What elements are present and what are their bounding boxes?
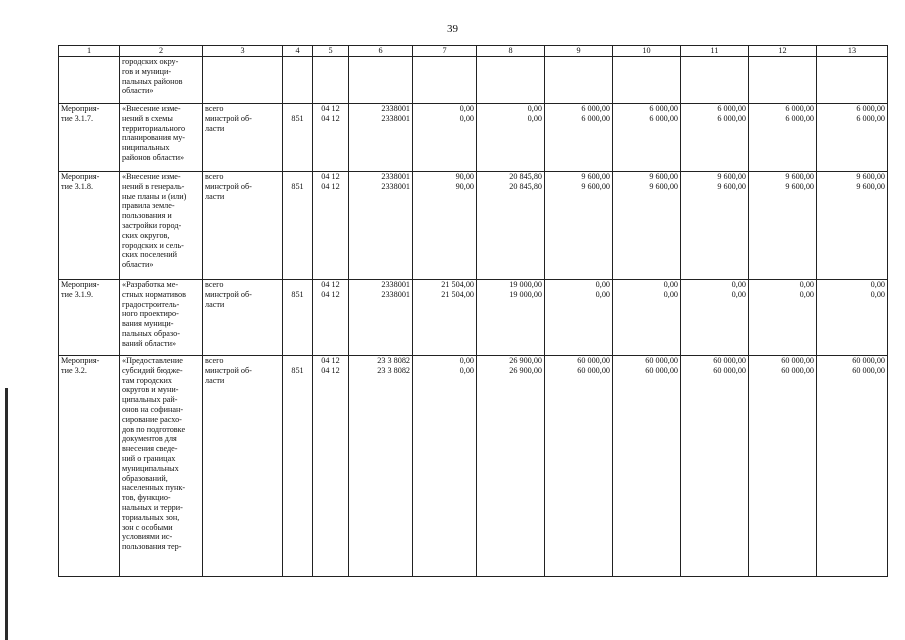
grbs-value (285, 104, 310, 114)
description-line: стных нормативов (122, 289, 186, 299)
amount: 60 000,00 (577, 356, 610, 365)
grbs-cell (283, 104, 313, 172)
csr-cell (349, 172, 413, 280)
rzpr-value: 04 12 (321, 365, 340, 375)
amount: 0,00 (663, 289, 678, 299)
column-header: 8 (477, 46, 545, 57)
rzpr-value: 04 12 (321, 280, 340, 289)
value-cell (613, 280, 681, 356)
executor-line: всего (205, 172, 224, 181)
rzpr-value: 04 12 (321, 104, 340, 113)
grbs-value (285, 172, 310, 182)
amount: 26 900,00 (509, 356, 542, 365)
value-cell (545, 356, 613, 577)
amount: 0,00 (595, 280, 610, 289)
value-cell (413, 57, 477, 104)
description-line: субсидий бюдже- (122, 365, 183, 375)
rzpr-value: 04 12 (321, 356, 340, 365)
value-cell (477, 280, 545, 356)
amount: 20 845,80 (509, 181, 542, 191)
value-cell (749, 356, 817, 577)
description-line: нальных и терри- (122, 502, 183, 512)
value-cell (477, 57, 545, 104)
value-cell (477, 356, 545, 577)
grbs-value (285, 356, 310, 366)
value-cell (817, 57, 888, 104)
description-line: образований, (122, 473, 168, 483)
value-cell (681, 356, 749, 577)
description-line: дов по подготовке (122, 424, 186, 434)
amount: 6 000,00 (785, 104, 814, 113)
csr-value: 2338001 (381, 172, 410, 181)
description-line: тов, функцио- (122, 493, 171, 503)
description-line: ного проектиро- (122, 309, 179, 319)
amount: 60 000,00 (713, 365, 746, 375)
rzpr-value: 04 12 (321, 113, 340, 123)
amount: 9 600,00 (581, 172, 610, 181)
amount: 6 000,00 (649, 104, 678, 113)
value-cell (413, 172, 477, 280)
value-cell (681, 172, 749, 280)
grbs-value: 851 (291, 182, 304, 191)
executor-line: всего (205, 356, 224, 365)
value-cell (413, 104, 477, 172)
value-cell (545, 172, 613, 280)
executor-line: минстрой об- (205, 289, 252, 299)
value-cell (477, 104, 545, 172)
executor-line: ласти (205, 191, 225, 201)
grbs-cell (283, 172, 313, 280)
description-line: внесения сведе- (122, 444, 178, 454)
description-line: муниципальных (122, 463, 179, 473)
amount: 6 000,00 (856, 113, 885, 123)
amount: 20 845,80 (509, 172, 542, 181)
table-row (59, 280, 888, 356)
value-cell (413, 356, 477, 577)
description-line: территориального (122, 123, 186, 133)
value-cell (613, 356, 681, 577)
amount: 9 600,00 (856, 172, 885, 181)
value-cell (749, 280, 817, 356)
value-cell (681, 104, 749, 172)
scan-margin-line (5, 388, 8, 640)
budget-table (58, 45, 888, 577)
description-line: «Разработка ме- (122, 280, 179, 289)
description-line: пальных районов (122, 76, 183, 86)
description-line: документов для (122, 434, 177, 444)
column-header: 4 (283, 46, 313, 57)
value-cell (613, 104, 681, 172)
amount: 9 600,00 (649, 181, 678, 191)
executor-line: ласти (205, 123, 225, 133)
amount: 60 000,00 (645, 356, 678, 365)
rzpr-cell (313, 172, 349, 280)
amount: 6 000,00 (581, 113, 610, 123)
description-line: ваний области» (122, 338, 177, 348)
executor-line: всего (205, 104, 224, 113)
column-header: 10 (613, 46, 681, 57)
amount: 21 504,00 (441, 280, 474, 289)
csr-value: 2338001 (381, 280, 410, 289)
description-line: ные планы и (или) (122, 191, 187, 201)
csr-value: 2338001 (381, 113, 410, 123)
rzpr-value: 04 12 (321, 172, 340, 181)
code-line: тие 3.1.8. (61, 181, 94, 191)
grbs-value (285, 280, 310, 290)
value-cell (545, 57, 613, 104)
column-header: 7 (413, 46, 477, 57)
description-cell (120, 280, 203, 356)
code-cell (59, 356, 120, 577)
csr-value: 2338001 (381, 289, 410, 299)
executor-line: ласти (205, 299, 225, 309)
column-header: 2 (120, 46, 203, 57)
code-cell (59, 57, 120, 104)
amount: 6 000,00 (649, 113, 678, 123)
rzpr-cell (313, 57, 349, 104)
value-cell (477, 172, 545, 280)
description-line: «Внесение изме- (122, 104, 181, 113)
description-line: там городских (122, 375, 172, 385)
grbs-cell (283, 280, 313, 356)
amount: 6 000,00 (717, 113, 746, 123)
value-cell (817, 104, 888, 172)
table-row (59, 104, 888, 172)
table-row (59, 356, 888, 577)
grbs-value: 851 (291, 290, 304, 299)
value-cell (817, 172, 888, 280)
amount: 6 000,00 (717, 104, 746, 113)
rzpr-cell (313, 104, 349, 172)
amount: 19 000,00 (509, 280, 542, 289)
amount: 0,00 (663, 280, 678, 289)
rzpr-value: 04 12 (321, 181, 340, 191)
description-line: зон с особыми (122, 522, 173, 532)
code-cell (59, 280, 120, 356)
amount: 9 600,00 (717, 172, 746, 181)
description-line: гов и муници- (122, 66, 172, 76)
description-line: ториальных зон, (122, 512, 180, 522)
description-line: пальных образо- (122, 328, 180, 338)
value-cell (749, 57, 817, 104)
amount: 9 600,00 (785, 172, 814, 181)
value-cell (681, 57, 749, 104)
csr-value: 23 3 8082 (377, 356, 410, 365)
description-line: пользования тер- (122, 542, 182, 552)
grbs-value: 851 (291, 366, 304, 375)
code-line: тие 3.2. (61, 365, 87, 375)
executor-line: минстрой об- (205, 181, 252, 191)
code-line: тие 3.1.9. (61, 289, 94, 299)
description-line: городских окру- (122, 57, 179, 66)
column-header: 13 (817, 46, 888, 57)
executor-cell (203, 104, 283, 172)
csr-cell (349, 280, 413, 356)
amount: 6 000,00 (785, 113, 814, 123)
description-line: застройки город- (122, 220, 182, 230)
code-cell (59, 104, 120, 172)
executor-line: минстрой об- (205, 113, 252, 123)
amount: 19 000,00 (509, 289, 542, 299)
description-line: ских округов, (122, 230, 170, 240)
description-line: округов и муни- (122, 385, 179, 395)
amount: 0,00 (870, 289, 885, 299)
amount: 9 600,00 (856, 181, 885, 191)
executor-cell (203, 57, 283, 104)
rzpr-cell (313, 356, 349, 577)
amount: 6 000,00 (856, 104, 885, 113)
rzpr-cell (313, 280, 349, 356)
description-line: онов на софинан- (122, 404, 184, 414)
amount: 60 000,00 (645, 365, 678, 375)
value-cell (749, 172, 817, 280)
grbs-cell (283, 57, 313, 104)
value-cell (817, 356, 888, 577)
executor-cell (203, 172, 283, 280)
amount: 0,00 (595, 289, 610, 299)
description-line: районов области» (122, 152, 185, 162)
amount: 9 600,00 (649, 172, 678, 181)
csr-cell (349, 104, 413, 172)
description-line: нений в генераль- (122, 181, 185, 191)
description-line: ских поселений (122, 250, 178, 260)
description-line: пользования и (122, 211, 172, 221)
description-line: области» (122, 86, 154, 96)
amount: 6 000,00 (581, 104, 610, 113)
description-line: ниципальных (122, 143, 170, 153)
amount: 0,00 (731, 280, 746, 289)
value-cell (749, 104, 817, 172)
page-number: 39 (447, 23, 458, 35)
executor-line: минстрой об- (205, 365, 252, 375)
description-line: вания муници- (122, 319, 174, 329)
code-line: Мероприя- (61, 280, 100, 289)
amount: 0,00 (459, 356, 474, 365)
value-cell (817, 280, 888, 356)
csr-value: 23 3 8082 (377, 365, 410, 375)
column-header: 6 (349, 46, 413, 57)
amount: 0,00 (459, 365, 474, 375)
csr-value: 2338001 (381, 104, 410, 113)
amount: 21 504,00 (441, 289, 474, 299)
column-header: 5 (313, 46, 349, 57)
description-line: ципальных рай- (122, 395, 178, 405)
column-header: 1 (59, 46, 120, 57)
executor-cell (203, 280, 283, 356)
amount: 60 000,00 (713, 356, 746, 365)
description-line: населенных пунк- (122, 483, 186, 493)
amount: 90,00 (455, 172, 474, 181)
amount: 0,00 (527, 104, 542, 113)
column-header: 9 (545, 46, 613, 57)
description-line: планирования му- (122, 133, 186, 143)
amount: 90,00 (455, 181, 474, 191)
code-line: Мероприя- (61, 172, 100, 181)
amount: 0,00 (799, 280, 814, 289)
amount: 9 600,00 (785, 181, 814, 191)
continued-row (59, 57, 888, 104)
description-line: городских и сель- (122, 240, 184, 250)
amount: 0,00 (731, 289, 746, 299)
amount: 9 600,00 (717, 181, 746, 191)
amount: 0,00 (870, 280, 885, 289)
description-cell (120, 57, 203, 104)
description-cell (120, 356, 203, 577)
csr-cell (349, 57, 413, 104)
description-line: градостроитель- (122, 299, 180, 309)
rzpr-value: 04 12 (321, 289, 340, 299)
value-cell (545, 280, 613, 356)
column-header: 12 (749, 46, 817, 57)
executor-line: всего (205, 280, 224, 289)
amount: 0,00 (527, 113, 542, 123)
amount: 26 900,00 (509, 365, 542, 375)
column-header: 3 (203, 46, 283, 57)
value-cell (681, 280, 749, 356)
value-cell (413, 280, 477, 356)
amount: 9 600,00 (581, 181, 610, 191)
executor-line: ласти (205, 375, 225, 385)
code-line: тие 3.1.7. (61, 113, 94, 123)
description-line: «Внесение изме- (122, 172, 181, 181)
amount: 60 000,00 (577, 365, 610, 375)
executor-cell (203, 356, 283, 577)
column-header: 11 (681, 46, 749, 57)
description-line: ний о границах (122, 453, 176, 463)
amount: 60 000,00 (781, 365, 814, 375)
description-line: условиями ис- (122, 532, 173, 542)
grbs-value: 851 (291, 114, 304, 123)
description-line: «Предоставление (122, 356, 183, 365)
description-line: правила земле- (122, 201, 175, 211)
amount: 60 000,00 (852, 365, 885, 375)
description-line: области» (122, 260, 154, 270)
code-cell (59, 172, 120, 280)
value-cell (613, 172, 681, 280)
csr-value: 2338001 (381, 181, 410, 191)
grbs-cell (283, 356, 313, 577)
amount: 60 000,00 (781, 356, 814, 365)
amount: 0,00 (799, 289, 814, 299)
csr-cell (349, 356, 413, 577)
value-cell (613, 57, 681, 104)
description-line: нений в схемы (122, 113, 173, 123)
column-number-row (59, 46, 888, 57)
code-line: Мероприя- (61, 356, 100, 365)
description-cell (120, 172, 203, 280)
value-cell (545, 104, 613, 172)
amount: 0,00 (459, 113, 474, 123)
table-row (59, 172, 888, 280)
amount: 0,00 (459, 104, 474, 113)
code-line: Мероприя- (61, 104, 100, 113)
description-cell (120, 104, 203, 172)
description-line: сирование расхо- (122, 414, 182, 424)
amount: 60 000,00 (852, 356, 885, 365)
